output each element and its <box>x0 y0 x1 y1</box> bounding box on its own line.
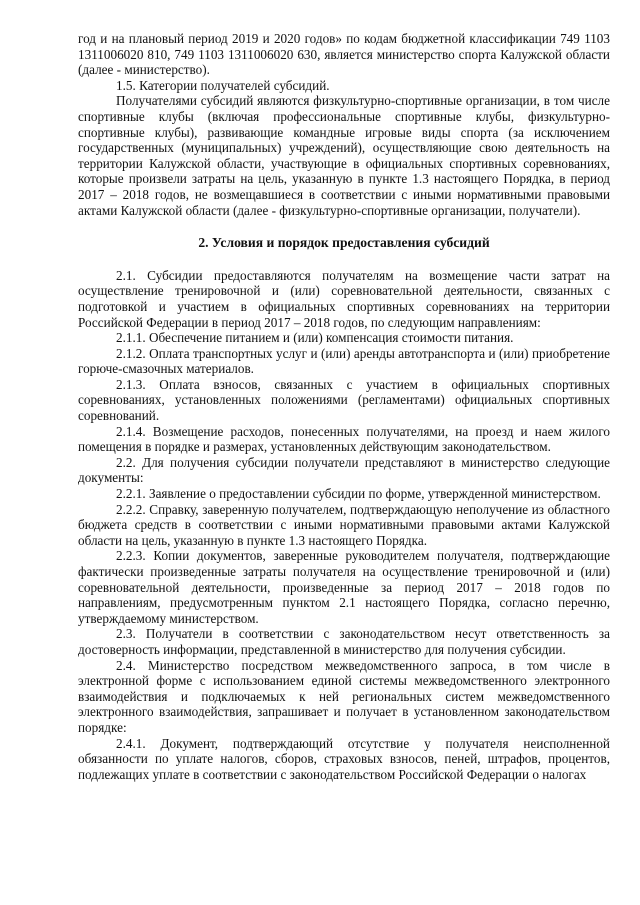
paragraph-2-2-3: 2.2.3. Копии документов, заверенные руководителем получателя, подтверждающие фактически произведенные затраты получателя на осуществление тренировочной и (или) соревновательной деятельности, произведенные за период 2017 – 2018 годов по направлениям, предусмотренным пунктом 2.1 настоящего Порядка, согласно перечню, утверждаемому министерством. <box>78 548 610 626</box>
paragraph-2-4: 2.4. Министерство посредством межведомственного запроса, в том числе в электронной форме с использованием единой системы межведомственного электронного взаимодействия и подключаемых к ней региональных систем межведомственного электронного взаимодействия, запрашивает и получает в установленном законодательством порядке: <box>78 657 610 735</box>
paragraph-budget-codes: год и на плановый период 2019 и 2020 годов» по кодам бюджетной классификации 749 1103 1311006020 810, 749 1103 1311006020 630, является министерство спорта Калужской области (далее - министерство). <box>78 31 610 78</box>
paragraph-2-3: 2.3. Получатели в соответствии с законодательством несут ответственность за достоверность информации, представленной в министерство для получения субсидии. <box>78 626 610 657</box>
paragraph-2-2: 2.2. Для получения субсидии получатели представляют в министерство следующие документы: <box>78 454 610 486</box>
paragraph-2-1-2: 2.1.2. Оплата транспортных услуг и (или) аренды автотранспорта и (или) приобретение горюче-смазочных материалов. <box>78 345 610 377</box>
paragraph-2-2-2: 2.2.2. Справку, заверенную получателем, подтверждающую неполучение из областного бюджета средств в соответствии с иными нормативными правовыми актами Калужской области на цель, указанную в пункте 1.3 настоящего Порядка. <box>78 501 610 548</box>
paragraph-2-1-4: 2.1.4. Возмещение расходов, понесенных получателями, на проезд и наем жилого помещения в порядке и размерах, установленных действующим законодательством. <box>78 423 610 455</box>
paragraph-recipients: Получателями субсидий являются физкультурно-спортивные организации, в том числе спортивные клубы (включая профессиональные спортивные клубы, физкультурно-спортивные клубы), развивающие командные игровые виды спорта (за исключением государственных (муниципальных) учреждений), осуществляющие свою деятельность на территории Калужской области, участвующие в официальных спортивных соревнованиях, которые произвели затраты на цель, указанную в пункте 1.3 настоящего Порядка, в период 2017 – 2018 годов, не возмещавшиеся в соответствии с иными нормативными правовыми актами Калужской области (далее - физкультурно-спортивные организации, получатели). <box>78 93 610 218</box>
paragraph-2-1-3: 2.1.3. Оплата взносов, связанных с участием в официальных спортивных соревнованиях, установленных положениями (регламентами) официальных спортивных соревнований. <box>78 376 610 424</box>
paragraph-2-1-1: 2.1.1. Обеспечение питанием и (или) компенсация стоимости питания. <box>116 330 514 346</box>
paragraph-1-5: 1.5. Категории получателей субсидий. <box>116 77 330 93</box>
paragraph-2-4-1: 2.4.1. Документ, подтверждающий отсутствие у получателя неисполненной обязанности по уплате налогов, сборов, страховых взносов, пеней, штрафов, процентов, подлежащих уплате в соответствии с законодательством Российской Федерации о налогах <box>78 735 610 782</box>
paragraph-2-2-1: 2.2.1. Заявление о предоставлении субсидии по форме, утвержденной министерством. <box>116 486 601 502</box>
section-heading: 2. Условия и порядок предоставления субсидий <box>198 235 490 251</box>
paragraph-2-1: 2.1. Субсидии предоставляются получателям на возмещение части затрат на осуществление тренировочной и (или) соревновательной деятельности, связанных с подготовкой и участием в официальных спортивных соревнованиях на территории Российской Федерации в период 2017 – 2018 годов, по следующим направлениям: <box>78 267 610 330</box>
